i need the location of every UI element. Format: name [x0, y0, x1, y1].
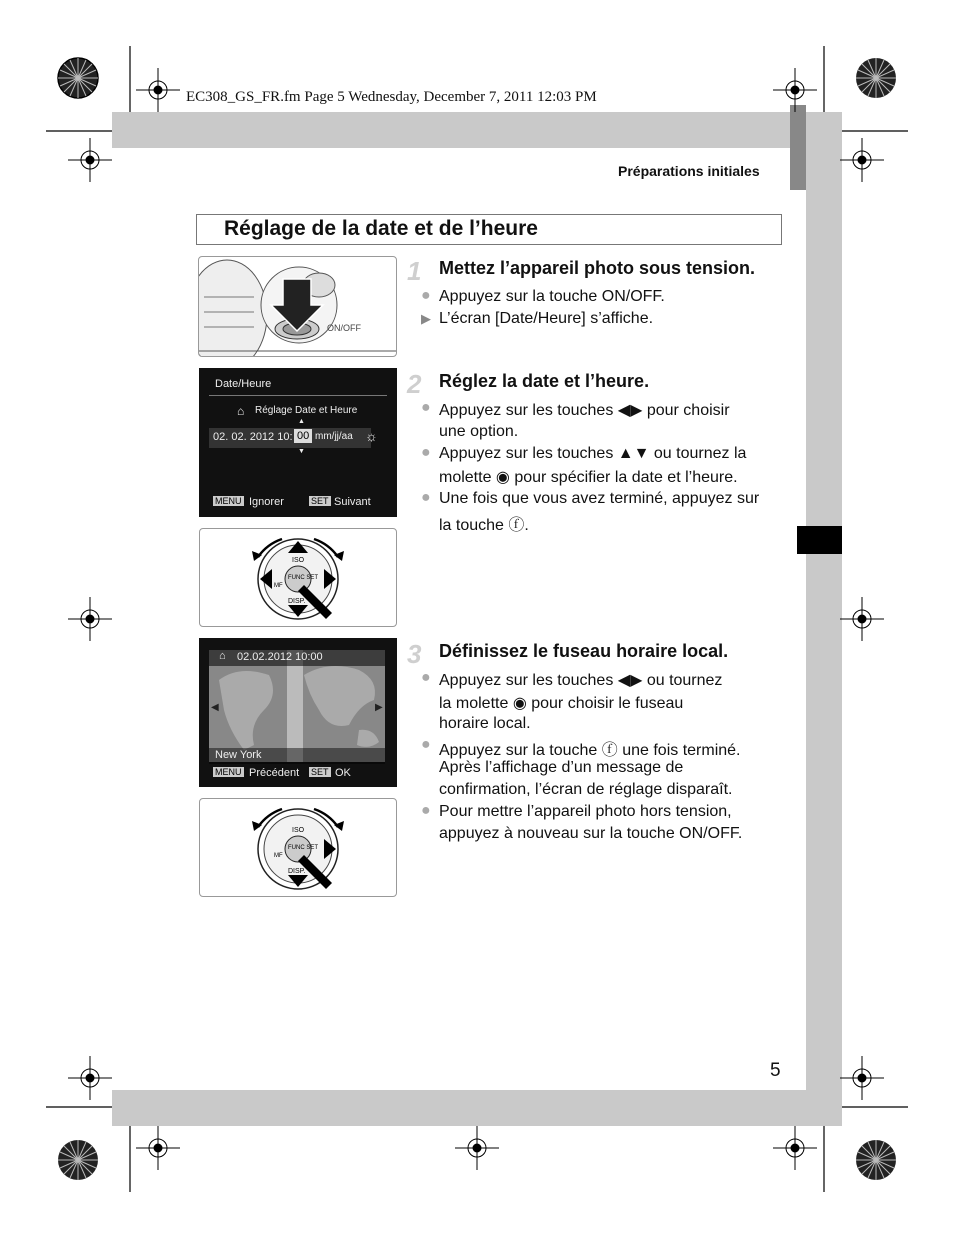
section-header: Préparations initiales [618, 163, 760, 179]
control-dial-illustration-2 [199, 798, 397, 897]
dial-func-label: FUNC SET [288, 575, 318, 581]
bullet-dot: ● [421, 444, 431, 461]
world-map-svg [209, 650, 385, 762]
dial-iso-label: ISO [292, 557, 305, 564]
home-icon: ⌂ [237, 404, 245, 418]
down-arrow-icon: ▼ [298, 448, 305, 455]
date-value: 02. 02. 2012 10: [213, 431, 293, 443]
dial-disp-label: DISP. [288, 868, 306, 875]
step2-line-1: Appuyez sur les touches ◀▶ pour choisir [439, 402, 730, 419]
set-label: OK [335, 767, 351, 779]
bullet-dot: ● [421, 802, 431, 819]
step3-line-8: appuyez à nouveau sur la touche ON/OFF. [439, 825, 743, 842]
daylight-icon: ☼ [365, 428, 378, 444]
left-arrow-icon: ◀ [211, 702, 219, 713]
set-key: SET [311, 767, 329, 777]
menu-label: Ignorer [249, 496, 284, 508]
step2-line-4: molette ◉ pour spécifier la date et l’heure. [439, 469, 738, 486]
time-zone-screen [199, 638, 397, 787]
screen-divider [209, 395, 387, 396]
step3-line-7: Pour mettre l’appareil photo hors tension, [439, 803, 732, 820]
set-label: Suivant [334, 496, 371, 508]
dial-iso-label: ISO [292, 827, 305, 834]
dial-mf-label: MF [274, 583, 283, 589]
screen-title: Date/Heure [215, 378, 272, 390]
bullet-dot: ● [421, 287, 431, 304]
bullet-dot: ● [421, 736, 431, 753]
step-number-1: 1 [407, 256, 422, 286]
print-header-line: EC308_GS_FR.fm Page 5 Wednesday, December 7, 2011 12:03 PM [186, 89, 597, 105]
step3-line-1: Appuyez sur les touches ◀▶ ou tournez [439, 672, 723, 689]
date-format: mm/jj/aa [315, 431, 353, 442]
home-datetime: 02.02.2012 10:00 [237, 651, 323, 663]
menu-label: Précédent [249, 767, 300, 779]
minutes-field: 00 [294, 429, 312, 443]
step3-line-2: la molette ◉ pour choisir le fuseau [439, 695, 684, 712]
set-key: SET [311, 496, 329, 506]
screen-subtitle: Réglage Date et Heure [255, 405, 358, 416]
page-title: Réglage de la date et de l’heure [224, 217, 538, 240]
page-number: 5 [770, 1060, 781, 1081]
dial-svg-1 [200, 529, 398, 628]
bullet-dot: ● [421, 399, 431, 416]
step3-line-5: Après l’affichage d’un message de [439, 759, 684, 776]
dial-func-label: FUNC SET [288, 845, 318, 851]
step2-line-3: Appuyez sur les touches ▲▼ ou tournez la [439, 445, 747, 462]
step1-line-1: Appuyez sur la touche ON/OFF. [439, 288, 665, 305]
camera-svg [199, 257, 397, 357]
right-arrow-icon: ▶ [375, 702, 383, 713]
dial-svg-2 [200, 799, 398, 898]
step-number-2: 2 [407, 369, 422, 399]
result-arrow-icon: ▶ [421, 311, 431, 326]
step3-line-4: Appuyez sur la touche ⓕ une fois terminé. [439, 742, 741, 759]
step-title-2: Réglez la date et l’heure. [439, 371, 650, 391]
bullet-dot: ● [421, 669, 431, 686]
step2-line-2: une option. [439, 423, 519, 440]
step1-line-2: L’écran [Date/Heure] s’affiche. [439, 310, 654, 327]
up-arrow-icon: ▲ [298, 418, 305, 425]
menu-key: MENU [215, 767, 242, 777]
step-title-1: Mettez l’appareil photo sous tension. [439, 258, 756, 278]
date-time-screen [199, 368, 397, 517]
dial-mf-label: MF [274, 853, 283, 859]
city-name: New York [215, 749, 262, 761]
camera-top-illustration [198, 256, 397, 357]
bullet-dot: ● [421, 489, 431, 506]
step-title-3: Définissez le fuseau horaire local. [439, 641, 729, 661]
menu-key: MENU [215, 496, 242, 506]
step3-line-3: horaire local. [439, 715, 531, 732]
control-dial-illustration-1 [199, 528, 397, 627]
home-icon: ⌂ [219, 650, 226, 662]
step3-line-6: confirmation, l’écran de réglage disparaît. [439, 781, 733, 798]
dial-disp-label: DISP. [288, 598, 306, 605]
onoff-label: ON/OFF [327, 323, 361, 333]
step2-line-5: Une fois que vous avez terminé, appuyez sur [439, 490, 760, 507]
step-number-3: 3 [407, 639, 422, 669]
step2-line-6: la touche ⓕ. [439, 517, 529, 534]
